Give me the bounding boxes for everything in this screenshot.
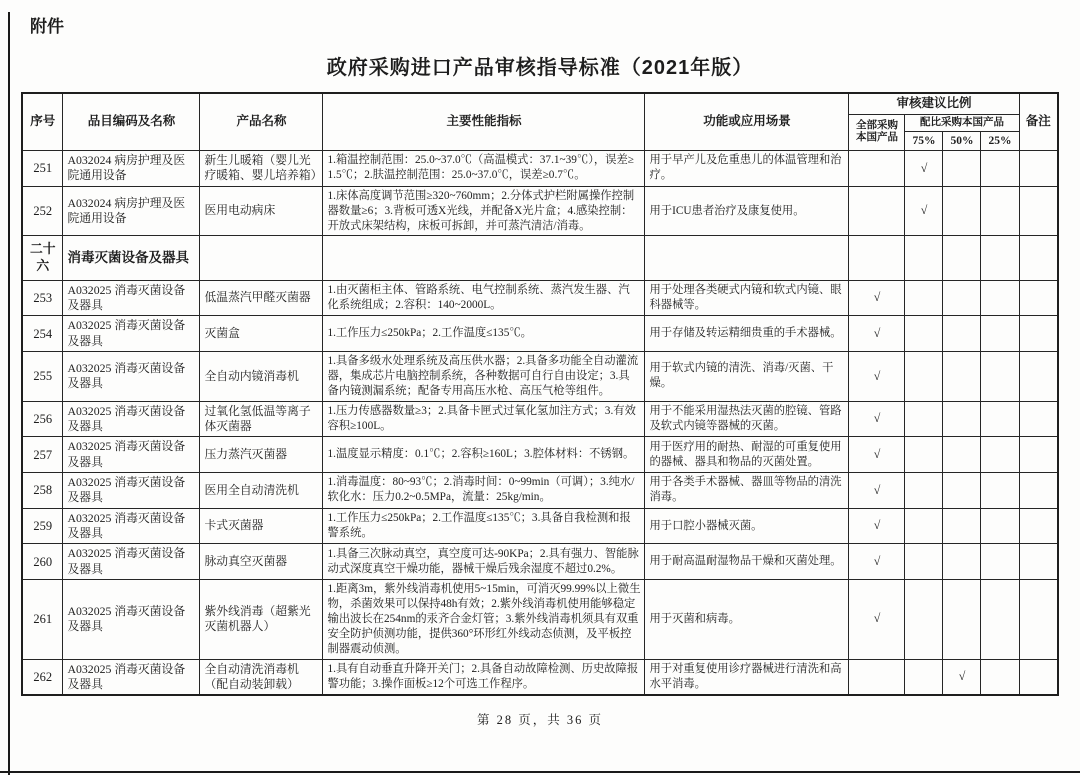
cell-check-25 [981, 508, 1019, 544]
table-row [22, 280, 1058, 316]
header-seq: 序号 [22, 93, 63, 151]
cell-check-full-domestic: √ [849, 352, 905, 402]
cell-check-25 [981, 401, 1019, 437]
header-function: 功能或应用场景 [645, 93, 849, 151]
cell-check-25 [981, 580, 1019, 660]
table-row [22, 544, 1058, 580]
cell-item-code: A032025 消毒灭菌设备及器具 [63, 508, 200, 544]
table-row [22, 186, 1058, 236]
header-spec: 主要性能指标 [323, 93, 645, 151]
cell-check-full-domestic [849, 186, 905, 236]
section-empty-cell [323, 236, 645, 280]
cell-spec: 1.床体高度调节范围≥320~760mm；2.分体式护栏附属操作控制器数量≥6；3.背板可透X光线，并配备X光片盒；4.感染控制：开放式床架结构，床板可拆卸，并可蒸汽清洁/消毒。 [323, 186, 645, 236]
cell-function: 用于灭菌和病毒。 [645, 580, 849, 660]
cell-function: 用于软式内镜的清洗、消毒/灭菌、干燥。 [645, 352, 849, 402]
cell-seq: 255 [22, 352, 63, 402]
cell-seq: 261 [22, 580, 63, 660]
cell-check-50 [943, 437, 981, 473]
table-body [22, 151, 1058, 696]
scan-edge-left [8, 12, 10, 775]
cell-check-full-domestic: √ [849, 580, 905, 660]
cell-check-75 [905, 580, 943, 660]
cell-function: 用于存储及转运精细贵重的手术器械。 [645, 316, 849, 352]
cell-check-25 [981, 280, 1019, 316]
cell-spec: 1.箱温控制范围：25.0~37.0℃（高温模式：37.1~39℃），误差≥1.5℃；2.肤温控制范围：25.0~37.0℃，误差≥0.7℃。 [323, 151, 645, 187]
cell-seq: 257 [22, 437, 63, 473]
cell-product-name: 全自动内镜消毒机 [200, 352, 323, 402]
cell-seq: 259 [22, 508, 63, 544]
cell-product-name: 压力蒸汽灭菌器 [200, 437, 323, 473]
cell-remark [1019, 508, 1058, 544]
cell-check-75: √ [905, 186, 943, 236]
cell-seq: 256 [22, 401, 63, 437]
cell-item-code: A032025 消毒灭菌设备及器具 [63, 659, 200, 695]
cell-item-code: A032025 消毒灭菌设备及器具 [63, 580, 200, 660]
cell-check-full-domestic: √ [849, 316, 905, 352]
header-product-name: 产品名称 [200, 93, 323, 151]
cell-item-code: A032025 消毒灭菌设备及器具 [63, 401, 200, 437]
cell-check-50 [943, 352, 981, 402]
cell-product-name: 医用全自动清洗机 [200, 473, 323, 509]
cell-seq: 258 [22, 473, 63, 509]
cell-product-name: 低温蒸汽甲醛灭菌器 [200, 280, 323, 316]
cell-function: 用于处理各类硬式内镜和软式内镜、眼科器械等。 [645, 280, 849, 316]
cell-check-25 [981, 151, 1019, 187]
cell-check-full-domestic: √ [849, 280, 905, 316]
cell-product-name: 紫外线消毒（超紫光灭菌机器人） [200, 580, 323, 660]
cell-product-name: 卡式灭菌器 [200, 508, 323, 544]
section-empty-cell [645, 236, 849, 280]
cell-check-75 [905, 508, 943, 544]
section-empty-cell [200, 236, 323, 280]
cell-function: 用于对重复使用诊疗器械进行清洗和高水平消毒。 [645, 659, 849, 695]
cell-check-full-domestic [849, 151, 905, 187]
cell-item-code: A032025 消毒灭菌设备及器具 [63, 544, 200, 580]
header-ratio-group: 审核建议比例 [849, 93, 1019, 114]
cell-remark [1019, 401, 1058, 437]
cell-spec: 1.由灭菌柜主体、管路系统、电气控制系统、蒸汽发生器、汽化系统组成；2.容积：140~2000L。 [323, 280, 645, 316]
table-row [22, 151, 1058, 187]
table-row [22, 580, 1058, 660]
header-full-domestic: 全部采购本国产品 [849, 114, 905, 150]
attachment-label: 附件 [30, 17, 64, 36]
cell-check-50 [943, 280, 981, 316]
cell-check-50 [943, 401, 981, 437]
cell-check-25 [981, 659, 1019, 695]
cell-seq: 252 [22, 186, 63, 236]
scan-edge-bottom [0, 771, 1080, 773]
page-footer: 第 28 页，共 36 页 [476, 713, 603, 728]
table-row [22, 659, 1058, 695]
cell-check-50 [943, 580, 981, 660]
cell-spec: 1.温度显示精度：0.1℃；2.容积≥160L；3.腔体材料：不锈钢。 [323, 437, 645, 473]
cell-check-25 [981, 544, 1019, 580]
cell-seq: 254 [22, 316, 63, 352]
cell-check-50 [943, 473, 981, 509]
cell-function: 用于医疗用的耐热、耐湿的可重复使用的器械、器具和物品的灭菌处置。 [645, 437, 849, 473]
cell-product-name: 脉动真空灭菌器 [200, 544, 323, 580]
cell-spec: 1.压力传感器数量≥3；2.具备卡匣式过氧化氢加注方式；3.有效容积≥100L。 [323, 401, 645, 437]
cell-function: 用于各类手术器械、器皿等物品的清洗消毒。 [645, 473, 849, 509]
table-row [22, 401, 1058, 437]
header-item-code: 品目编码及名称 [63, 93, 200, 151]
cell-seq: 262 [22, 659, 63, 695]
table-row [22, 473, 1058, 509]
cell-check-75 [905, 280, 943, 316]
cell-product-name: 医用电动病床 [200, 186, 323, 236]
cell-item-code: A032025 消毒灭菌设备及器具 [63, 473, 200, 509]
cell-remark [1019, 316, 1058, 352]
table-row [22, 316, 1058, 352]
section-seq: 二十六 [22, 236, 63, 280]
cell-check-75 [905, 544, 943, 580]
cell-function: 用于ICU患者治疗及康复使用。 [645, 186, 849, 236]
cell-check-50 [943, 186, 981, 236]
header-remark: 备注 [1019, 93, 1058, 151]
section-row [22, 236, 1058, 280]
section-empty-cell [905, 236, 943, 280]
cell-product-name: 灭菌盒 [200, 316, 323, 352]
cell-check-full-domestic: √ [849, 508, 905, 544]
cell-check-full-domestic: √ [849, 544, 905, 580]
cell-check-75: √ [905, 151, 943, 187]
cell-function: 用于耐高温耐湿物品干燥和灭菌处理。 [645, 544, 849, 580]
standards-table [21, 92, 1059, 696]
section-title: 消毒灭菌设备及器具 [63, 236, 200, 280]
cell-product-name: 过氧化氢低温等离子体灭菌器 [200, 401, 323, 437]
cell-check-50 [943, 151, 981, 187]
cell-check-full-domestic [849, 659, 905, 695]
cell-check-full-domestic: √ [849, 437, 905, 473]
cell-spec: 1.工作压力≤250kPa；2.工作温度≤135℃；3.具备自我检测和报警系统。 [323, 508, 645, 544]
header-ratio-25: 25% [981, 131, 1019, 150]
cell-check-25 [981, 473, 1019, 509]
cell-check-25 [981, 186, 1019, 236]
cell-item-code: A032025 消毒灭菌设备及器具 [63, 352, 200, 402]
cell-check-50 [943, 316, 981, 352]
cell-spec: 1.具有自动垂直升降开关门；2.具备自动故障检测、历史故障报警功能；3.操作面板≥12个可选工作程序。 [323, 659, 645, 695]
cell-remark [1019, 544, 1058, 580]
cell-check-full-domestic: √ [849, 473, 905, 509]
header-partial-group: 配比采购本国产品 [905, 114, 1019, 131]
section-empty-cell [1019, 236, 1058, 280]
cell-seq: 260 [22, 544, 63, 580]
cell-remark [1019, 659, 1058, 695]
cell-spec: 1.具备多级水处理系统及高压供水器；2.具备多功能全自动灌流器，集成芯片电脑控制系统，各种数据可自行自由设定；3.具备内镜测漏系统；配备专用高压水枪、高压气枪等组件。 [323, 352, 645, 402]
cell-remark [1019, 280, 1058, 316]
cell-function: 用于口腔小器械灭菌。 [645, 508, 849, 544]
cell-spec: 1.工作压力≤250kPa；2.工作温度≤135℃。 [323, 316, 645, 352]
cell-check-75 [905, 401, 943, 437]
cell-remark [1019, 151, 1058, 187]
table-row [22, 508, 1058, 544]
cell-remark [1019, 437, 1058, 473]
page-title: 政府采购进口产品审核指导标准（2021年版） [326, 57, 754, 79]
table-header [22, 93, 1058, 151]
cell-remark [1019, 186, 1058, 236]
cell-function: 用于不能采用湿热法灭菌的腔镜、管路及软式内镜等器械的灭菌。 [645, 401, 849, 437]
section-empty-cell [849, 236, 905, 280]
cell-check-full-domestic: √ [849, 401, 905, 437]
cell-check-25 [981, 352, 1019, 402]
cell-item-code: A032025 消毒灭菌设备及器具 [63, 437, 200, 473]
cell-check-75 [905, 473, 943, 509]
cell-seq: 251 [22, 151, 63, 187]
cell-item-code: A032025 消毒灭菌设备及器具 [63, 280, 200, 316]
cell-item-code: A032024 病房护理及医院通用设备 [63, 186, 200, 236]
cell-remark [1019, 473, 1058, 509]
cell-check-50 [943, 508, 981, 544]
cell-check-75 [905, 659, 943, 695]
cell-check-25 [981, 437, 1019, 473]
cell-product-name: 新生儿暖箱（婴儿光疗暖箱、婴儿培养箱） [200, 151, 323, 187]
cell-check-50: √ [943, 659, 981, 695]
cell-spec: 1.距离3m，紫外线消毒机使用5~15min，可消灭99.99%以上微生物，杀菌效果可以保持48h有效；2.紫外线消毒机使用能够稳定输出波长在254nm的汞齐合金灯管；3.紫外线消毒机须具有双重安全防护侦测功能，提供360°环形红外线动态侦测，及平板控制器震动侦测。 [323, 580, 645, 660]
cell-product-name: 全自动清洗消毒机（配自动装卸载） [200, 659, 323, 695]
header-ratio-50: 50% [943, 131, 981, 150]
cell-remark [1019, 352, 1058, 402]
cell-function: 用于早产儿及危重患儿的体温管理和治疗。 [645, 151, 849, 187]
cell-seq: 253 [22, 280, 63, 316]
table-row [22, 352, 1058, 402]
cell-spec: 1.具备三次脉动真空，真空度可达-90KPa；2.具有强力、智能脉动式深度真空干燥功能，器械干燥后残余湿度不超过0.2%。 [323, 544, 645, 580]
cell-check-75 [905, 316, 943, 352]
cell-check-25 [981, 316, 1019, 352]
section-empty-cell [943, 236, 981, 280]
table-row [22, 437, 1058, 473]
section-empty-cell [981, 236, 1019, 280]
cell-check-50 [943, 544, 981, 580]
cell-check-75 [905, 437, 943, 473]
cell-check-75 [905, 352, 943, 402]
cell-remark [1019, 580, 1058, 660]
cell-item-code: A032024 病房护理及医院通用设备 [63, 151, 200, 187]
header-ratio-75: 75% [905, 131, 943, 150]
cell-item-code: A032025 消毒灭菌设备及器具 [63, 316, 200, 352]
cell-spec: 1.消毒温度：80~93℃；2.消毒时间：0~99min（可调）；3.纯水/软化水：压力0.2~0.5MPa，流量：25kg/min。 [323, 473, 645, 509]
